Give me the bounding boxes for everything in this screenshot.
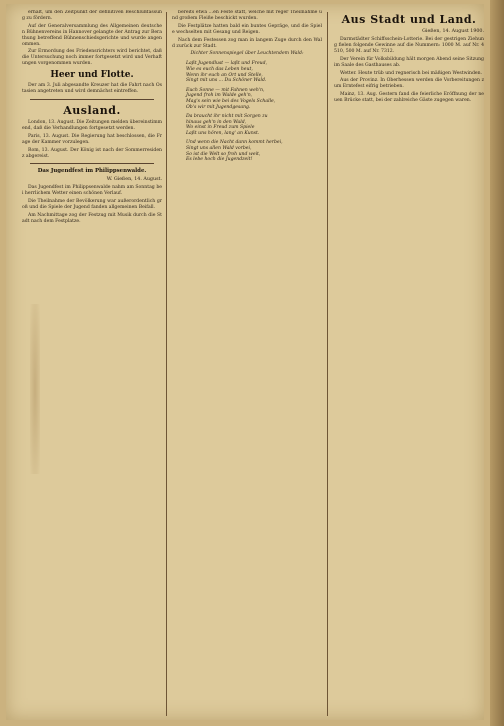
poem-line: Da braucht ihr nicht mit Sorgen zu — [186, 114, 268, 120]
paragraph: London, 13. August. Die Zeitungen melden übereinstimmend, daß die Verhandlungen fortgesetzt werden. — [22, 119, 162, 131]
paragraph: erhält, um den Zeitpunkt der definitiven Beschlußfassung zu fördern. — [22, 10, 162, 21]
poem-line: So ist die Welt so froh und weit, — [186, 151, 261, 157]
poem — [186, 61, 322, 163]
paragraph: Paris, 13. August. Die Regierung hat beschlossen, die Frage der Kammer vorzulegen. — [22, 133, 162, 145]
poem-line: Ob's wir mit Jugendgesang. — [186, 104, 251, 110]
column-middle — [172, 10, 322, 718]
poem-intro: Dichter Sonnenspiegel über Leuchtendem Wald: — [190, 51, 304, 57]
paragraph: Aus der Provinz. In Oberhessen werden die Vorbereitungen zum Erntefest eifrig betrieben. — [334, 78, 484, 90]
section-heading: Heer und Flotte. — [50, 70, 134, 81]
paragraph: Wetter. Heute trüb und regnerisch bei mäßigen Westwinden. — [340, 70, 483, 76]
paragraph: Das Jugendfest im Philippsenwalde nahm am Sonntag bei herrlichem Wetter einen schönen Verlauf. — [22, 185, 162, 197]
poem-stanza — [186, 140, 322, 162]
paragraph: Am Nachmittage zog der Festzug mit Musik durch die Stadt nach dem Festplatze. — [22, 213, 162, 224]
paragraph: Rom, 13. August. Der König ist nach der Sommerresidenz abgereist. — [22, 147, 162, 159]
paper-stain — [30, 304, 40, 474]
poem-line: Laßt uns hören, lang' an Kunst. — [186, 130, 260, 136]
paragraph: Der am 3. Juli abgesandte Kreuzer hat die Fahrt nach Ostasien angetreten und wird demnächst eintreffen. — [22, 83, 162, 95]
newspaper-page — [6, 4, 484, 720]
poem-line: hinaus geh'n in den Wald, — [186, 119, 247, 125]
section-heading: Aus Stadt und Land. — [341, 13, 477, 26]
poem-line: Laßt Jugendlust — laßt und Freud, — [186, 61, 268, 67]
poem-stanza — [186, 114, 322, 136]
paragraph: Mainz, 13. Aug. Gestern fand die feierliche Eröffnung der neuen Brücke statt, bei der zahlreiche Gäste zugegen waren. — [334, 92, 484, 104]
poem-line: Wenn ihr euch an Ort und Stelle, — [186, 72, 263, 78]
column-rule — [166, 12, 167, 716]
column-rule — [327, 12, 328, 716]
poem-line: Jugend froh im Walde geh'n, — [186, 93, 253, 99]
poem-line: Wie es euch das Leben heut, — [186, 66, 253, 72]
paragraph: Darmstädter Schiffsschein-Lotterie. Bei der gestrigen Ziehung fielen folgende Gewinne auf die Nummern: 1000 M. auf Nr. 4510, 500 M. auf Nr. 7312. — [334, 37, 484, 54]
paragraph: Der Verein für Volksbildung hält morgen Abend seine Sitzung im Saale des Gasthauses ab. — [334, 56, 484, 68]
divider — [30, 99, 154, 100]
page-edge — [490, 0, 504, 726]
paragraph: Auf der Generalversammlung des Allgemeinen deutschen Bühnenvereins in Hannover gelangte der Antrag zur Berathung betreffend Bühnenschiedsgerichte und wurde angenommen. — [22, 23, 162, 47]
dateline: Gießen, 14. August 1900. — [422, 29, 484, 34]
poem-line: Es lebe hoch die Jugendzeit! — [186, 157, 253, 163]
poem-line: Mag's sein wie bei des Vogels Schalle, — [186, 98, 276, 104]
section-heading: Ausland. — [63, 103, 121, 117]
article-title: Das Jugendfest im Philippsenwalde. — [37, 168, 147, 175]
paragraph: Die Festplätze hatten bald ein buntes Gepräge, und die Spiele wechselten mit Gesang und Reigen. — [172, 23, 322, 35]
poem-line: Und wenn die Nacht dann kommt herbei, — [186, 140, 283, 146]
paragraph: Nach dem Festessen zog man in langem Zuge durch den Wald zurück zur Stadt. — [172, 37, 322, 49]
poem-line: Euch Sonne — mit Fahnen weh'n, — [186, 87, 265, 93]
poem-line: Singt mit uns ... Du Schöner Wald. — [186, 78, 267, 84]
divider — [30, 163, 154, 164]
poem-stanza — [186, 61, 322, 83]
paragraph: Zur Ermordung des Friedensrichters wird berichtet, daß die Untersuchung noch immer fortgesetzt wird und Verhaftungen vorgenommen wurden. — [22, 49, 162, 67]
poem-line: Wo einst in Freud zum Spiele — [186, 125, 255, 131]
dateline: W. Gießen, 14. August. — [106, 177, 162, 183]
paragraph: bereits etwa ...en Feste statt, welche mit reger Theilnahme und großem Fleiße beschickt wurden. — [172, 10, 322, 21]
poem-stanza — [186, 88, 322, 110]
column-right — [334, 10, 484, 718]
column-left — [22, 10, 162, 718]
paragraph: Die Theilnahme der Bevölkerung war außerordentlich groß und die Spiele der Jugend fanden allgemeinen Beifall. — [22, 199, 162, 211]
poem-line: Singt uns allen Wald vorbei, — [186, 146, 252, 152]
